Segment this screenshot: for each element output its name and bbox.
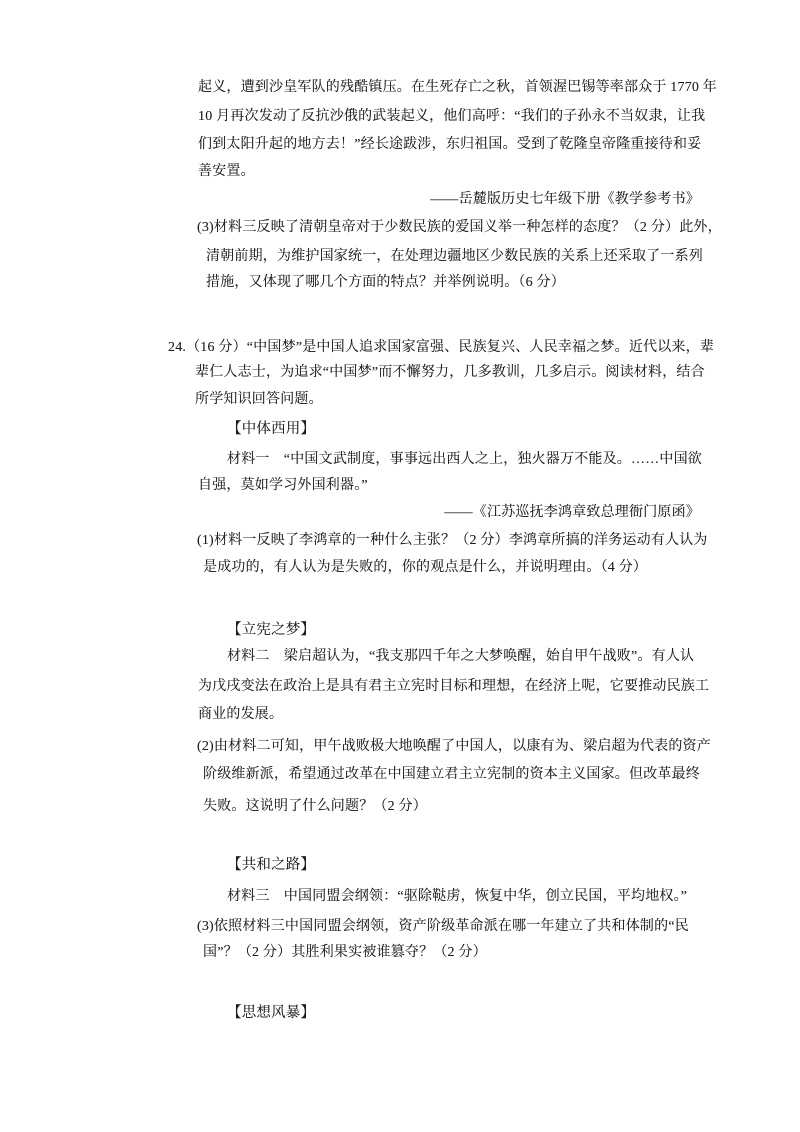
section-header-lixian-zhimeng: 【立宪之梦】 [227,622,316,638]
q24-2-line-2: 阶级维新派，希望通过改革在中国建立君主立宪制的资本主义国家。但改革最终 [203,767,700,782]
material3-line-1: 材料三 中国同盟会纲领：“驱除鞑虏，恢复中华，创立民国，平均地权。” [227,889,688,904]
prev-q3-line-1: (3)材料三反映了清朝皇帝对于少数民族的爱国义举一种怎样的态度？（2 分）此外， [197,220,722,235]
q24-1-line-2: 是成功的，有人认为是失败的，你的观点是什么，并说明理由。（4 分） [203,560,648,575]
q24-stem-line-1: 24.（16 分）“中国梦”是中国人追求国家富强、民族复兴、人民幸福之梦。近代以来，辈 [168,340,715,355]
material2-line-2: 为戊戌变法在政治上是具有君主立宪时目标和理想，在经济上呢，它要推动民族工 [198,679,710,694]
section-header-zhongti-xiyong: 【中体西用】 [227,421,316,437]
q24-1-line-1: (1)材料一反映了李鸿章的一种什么主张？（2 分）李鸿章所搞的洋务运动有人认为 [197,533,708,548]
q24-3-line-2: 国”？（2 分）其胜利果实被谁篡夺？（2 分） [203,945,487,960]
prev-q3-line-3: 措施，又体现了哪几个方面的特点？并举例说明。（6 分） [206,275,565,290]
material1-line-2: 自强，莫如学习外国利器。” [198,478,368,493]
prev-material-line-2: 10 月再次发动了反抗沙俄的武装起义，他们高呼：“我们的子孙永不当奴隶，让我 [198,109,706,124]
source-attribution-yuelu: ——岳麓版历史七年级下册《教学参考书》 [430,192,700,207]
section-header-sixiang-fengbao: 【思想风暴】 [227,1005,316,1021]
material2-line-1: 材料二 梁启超认为，“我支那四千年之大梦唤醒，始自甲午战败”。有人认 [227,649,695,664]
material2-line-3: 商业的发展。 [198,707,284,722]
prev-material-line-4: 善安置。 [198,164,255,179]
section-header-gonghe-zhilu: 【共和之路】 [227,857,316,873]
q24-stem-line-2: 辈仁人志士，为追求“中国梦”而不懈努力，几多教训，几多启示。阅读材料，结合 [195,365,705,380]
q24-stem-line-3: 所学知识回答问题。 [195,392,323,407]
source-attribution-lihongzhang: ——《江苏巡抚李鸿章致总理衙门原函》 [444,505,700,520]
prev-q3-line-2: 清朝前期，为维护国家统一，在处理边疆地区少数民族的关系上还采取了一系列 [206,249,703,264]
prev-material-line-1: 起义，遭到沙皇军队的残酷镇压。在生死存亡之秋，首领渥巴锡等率部众于 1770 年 [198,80,717,95]
material1-line-1: 材料一 “中国文武制度，事事远出西人之上，独火器万不能及。……中国欲 [227,452,703,467]
q24-3-line-1: (3)依照材料三中国同盟会纲领，资产阶级革命派在哪一年建立了共和体制的“民 [197,919,689,934]
q24-2-line-1: (2)由材料二可知，甲午战败极大地唤醒了中国人，以康有为、梁启超为代表的资产 [197,739,711,754]
prev-material-line-3: 们到太阳升起的地方去！”经长途跋涉，东归祖国。受到了乾隆皇帝隆重接待和妥 [198,137,702,152]
q24-2-line-3: 失败。这说明了什么问题？（2 分） [203,799,427,814]
